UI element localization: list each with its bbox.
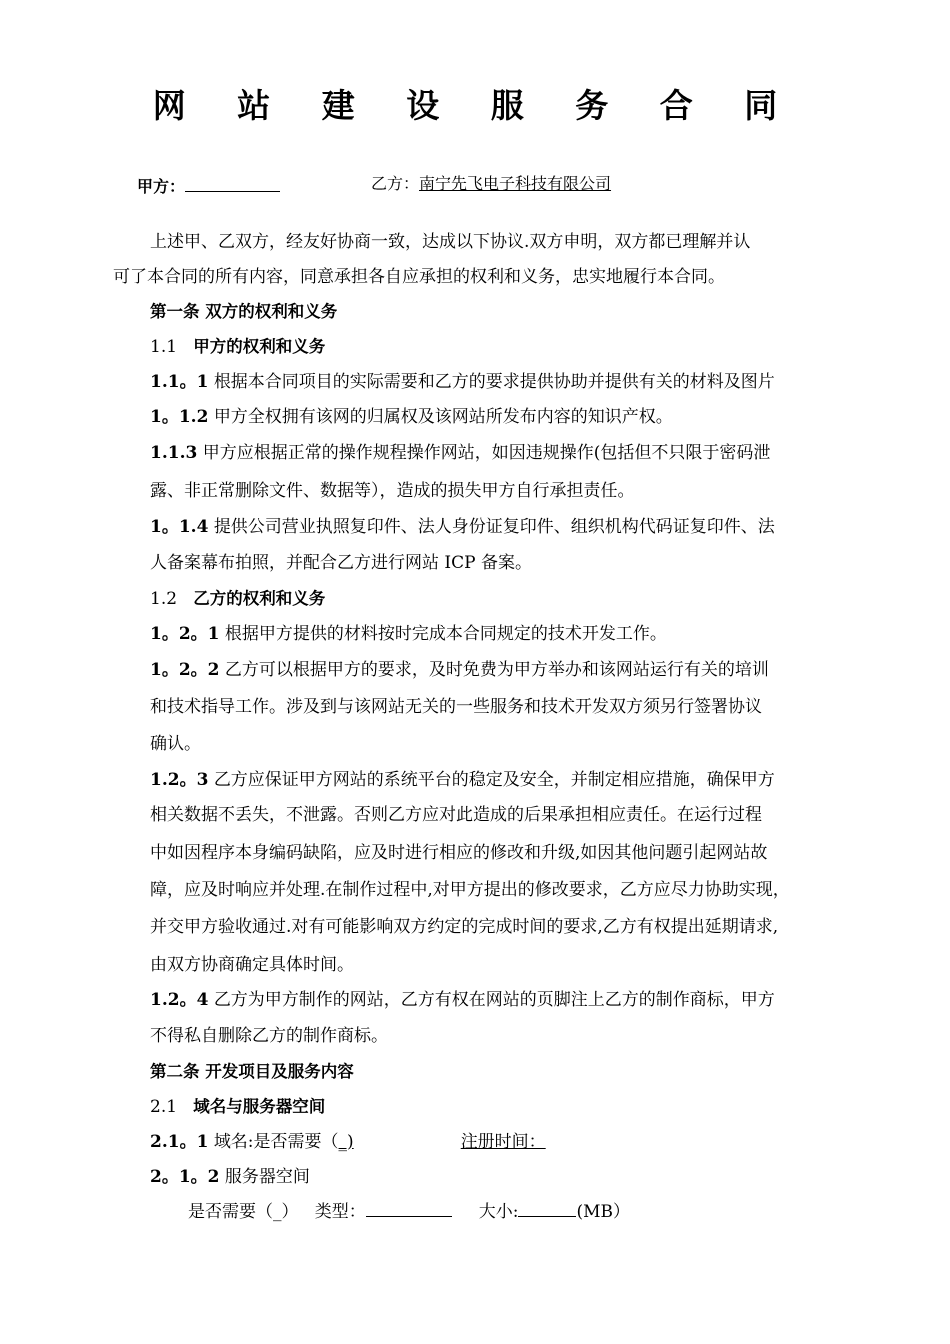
item-1-2-3	[150, 768, 775, 792]
party-b-name: 南宁先飞电子科技有限公司	[419, 174, 612, 193]
item-1-2-3-cont-3: 障，应及时响应并处理.在制作过程中,对甲方提出的修改要求，乙方应尽力协助实现，	[150, 880, 790, 900]
item-1-2-1	[150, 622, 667, 646]
item-1-2-3-cont-4: 并交甲方验收通过.对有可能影响双方约定的完成时间的要求,乙方有权提出延期请求,	[150, 917, 779, 937]
item-1-1-1	[150, 370, 775, 394]
section-1-2-num: 1.2	[150, 589, 178, 609]
server-need: 是否需要（_）	[188, 1202, 299, 1222]
item-1-2-3-cont-1: 相关数据不丢失，不泄露。否则乙方应对此造成的后果承担相应责任。在运行过程	[150, 805, 762, 825]
server-size-label: 大小:	[478, 1202, 519, 1222]
server-space-row	[188, 1199, 630, 1224]
item-1-1-1-num: 1.1。1	[150, 372, 209, 392]
section-1-1-title: 甲方的权利和义务	[193, 337, 326, 356]
item-2-1-1-num: 2.1。1	[150, 1132, 209, 1152]
party-b-label: 乙方：	[371, 174, 420, 193]
intro-line-2: 可了本合同的所有内容，同意承担各自应承担的权利和义务，忠实地履行本合同。	[113, 267, 725, 287]
item-2-1-1	[150, 1130, 801, 1154]
item-1-1-4-text: 提供公司营业执照复印件、法人身份证复印件、组织机构代码证复印件、法	[213, 517, 775, 537]
page-title: 网 站 建 设 服 务 合 同	[152, 86, 798, 125]
item-1-1-3	[150, 441, 770, 465]
server-size-blank[interactable]	[518, 1199, 576, 1217]
section-2-1-title: 域名与服务器空间	[193, 1097, 326, 1116]
section-1-1	[150, 335, 325, 359]
article-1-heading: 第一条 双方的权利和义务	[150, 302, 338, 321]
item-1-2-1-text: 根据甲方提供的材料按时完成本合同规定的技术开发工作。	[224, 624, 667, 644]
party-a	[137, 174, 280, 199]
item-1-2-3-cont-5: 由双方协商确定具体时间。	[150, 955, 354, 975]
item-1-1-2	[150, 405, 673, 429]
item-1-2-1-num: 1。2。1	[150, 624, 220, 644]
item-1-1-2-num: 1。1.2	[150, 407, 209, 427]
section-1-1-num: 1.1	[150, 337, 178, 357]
domain-need-blank: _)	[338, 1132, 354, 1152]
item-1-2-4-num: 1.2。4	[150, 990, 209, 1010]
party-a-label: 甲方：	[137, 177, 186, 196]
item-1-2-2-text: 乙方可以根据甲方的要求，及时免费为甲方举办和该网站运行有关的培训	[224, 660, 769, 680]
item-1-2-4-cont: 不得私自删除乙方的制作商标。	[150, 1026, 388, 1046]
article-2-heading: 第二条 开发项目及服务内容	[150, 1062, 354, 1081]
item-1-2-4-text: 乙方为甲方制作的网站，乙方有权在网站的页脚注上乙方的制作商标，甲方	[213, 990, 775, 1010]
item-1-2-3-cont-2: 中如因程序本身编码缺陷，应及时进行相应的修改和升级,如因其他问题引起网站故	[150, 843, 768, 863]
item-1-2-2	[150, 658, 769, 682]
intro-line-1: 上述甲、乙双方，经友好协商一致，达成以下协议.双方申明，双方都已理解并认	[150, 232, 751, 252]
item-1-2-3-num: 1.2。3	[150, 770, 209, 790]
section-2-1-num: 2.1	[150, 1097, 178, 1117]
item-1-2-3-text: 乙方应保证甲方网站的系统平台的稳定及安全，并制定相应措施，确保甲方	[213, 770, 775, 790]
domain-field[interactable]	[339, 1130, 801, 1154]
server-type-blank[interactable]	[366, 1199, 452, 1217]
item-2-1-2	[150, 1165, 310, 1189]
domain-reg-time-label: 注册时间：	[460, 1132, 546, 1152]
item-1-1-4-cont: 人备案幕布拍照，并配合乙方进行网站 ICP 备案。	[150, 553, 532, 573]
item-1-1-3-num: 1.1.3	[150, 443, 198, 463]
item-2-1-2-text: 服务器空间	[224, 1167, 310, 1187]
item-2-1-1-text: 域名:是否需要（	[213, 1132, 339, 1152]
item-1-1-3-text: 甲方应根据正常的操作规程操作网站，如因违规操作(包括但不只限于密码泄	[202, 443, 771, 463]
item-1-2-2-cont-2: 确认。	[150, 734, 201, 754]
item-1-1-2-text: 甲方全权拥有该网的归属权及该网站所发布内容的知识产权。	[213, 407, 673, 427]
item-1-2-4	[150, 988, 775, 1012]
party-a-blank[interactable]	[185, 174, 280, 192]
party-b	[371, 172, 611, 196]
item-1-1-4-num: 1。1.4	[150, 517, 209, 537]
server-size-unit: (MB）	[576, 1202, 631, 1222]
section-1-2	[150, 587, 325, 611]
server-type-label: 类型：	[314, 1202, 366, 1222]
item-1-2-2-cont-1: 和技术指导工作。涉及到与该网站无关的一些服务和技术开发双方须另行签署协议	[150, 697, 762, 717]
item-1-2-2-num: 1。2。2	[150, 660, 220, 680]
item-1-1-3-cont: 露、非正常删除文件、数据等），造成的损失甲方自行承担责任。	[150, 481, 635, 501]
item-1-1-4	[150, 515, 775, 539]
section-2-1	[150, 1095, 325, 1119]
item-2-1-2-num: 2。1。2	[150, 1167, 220, 1187]
item-1-1-1-text: 根据本合同项目的实际需要和乙方的要求提供协助并提供有关的材料及图片	[213, 372, 775, 392]
section-1-2-title: 乙方的权利和义务	[193, 589, 326, 608]
